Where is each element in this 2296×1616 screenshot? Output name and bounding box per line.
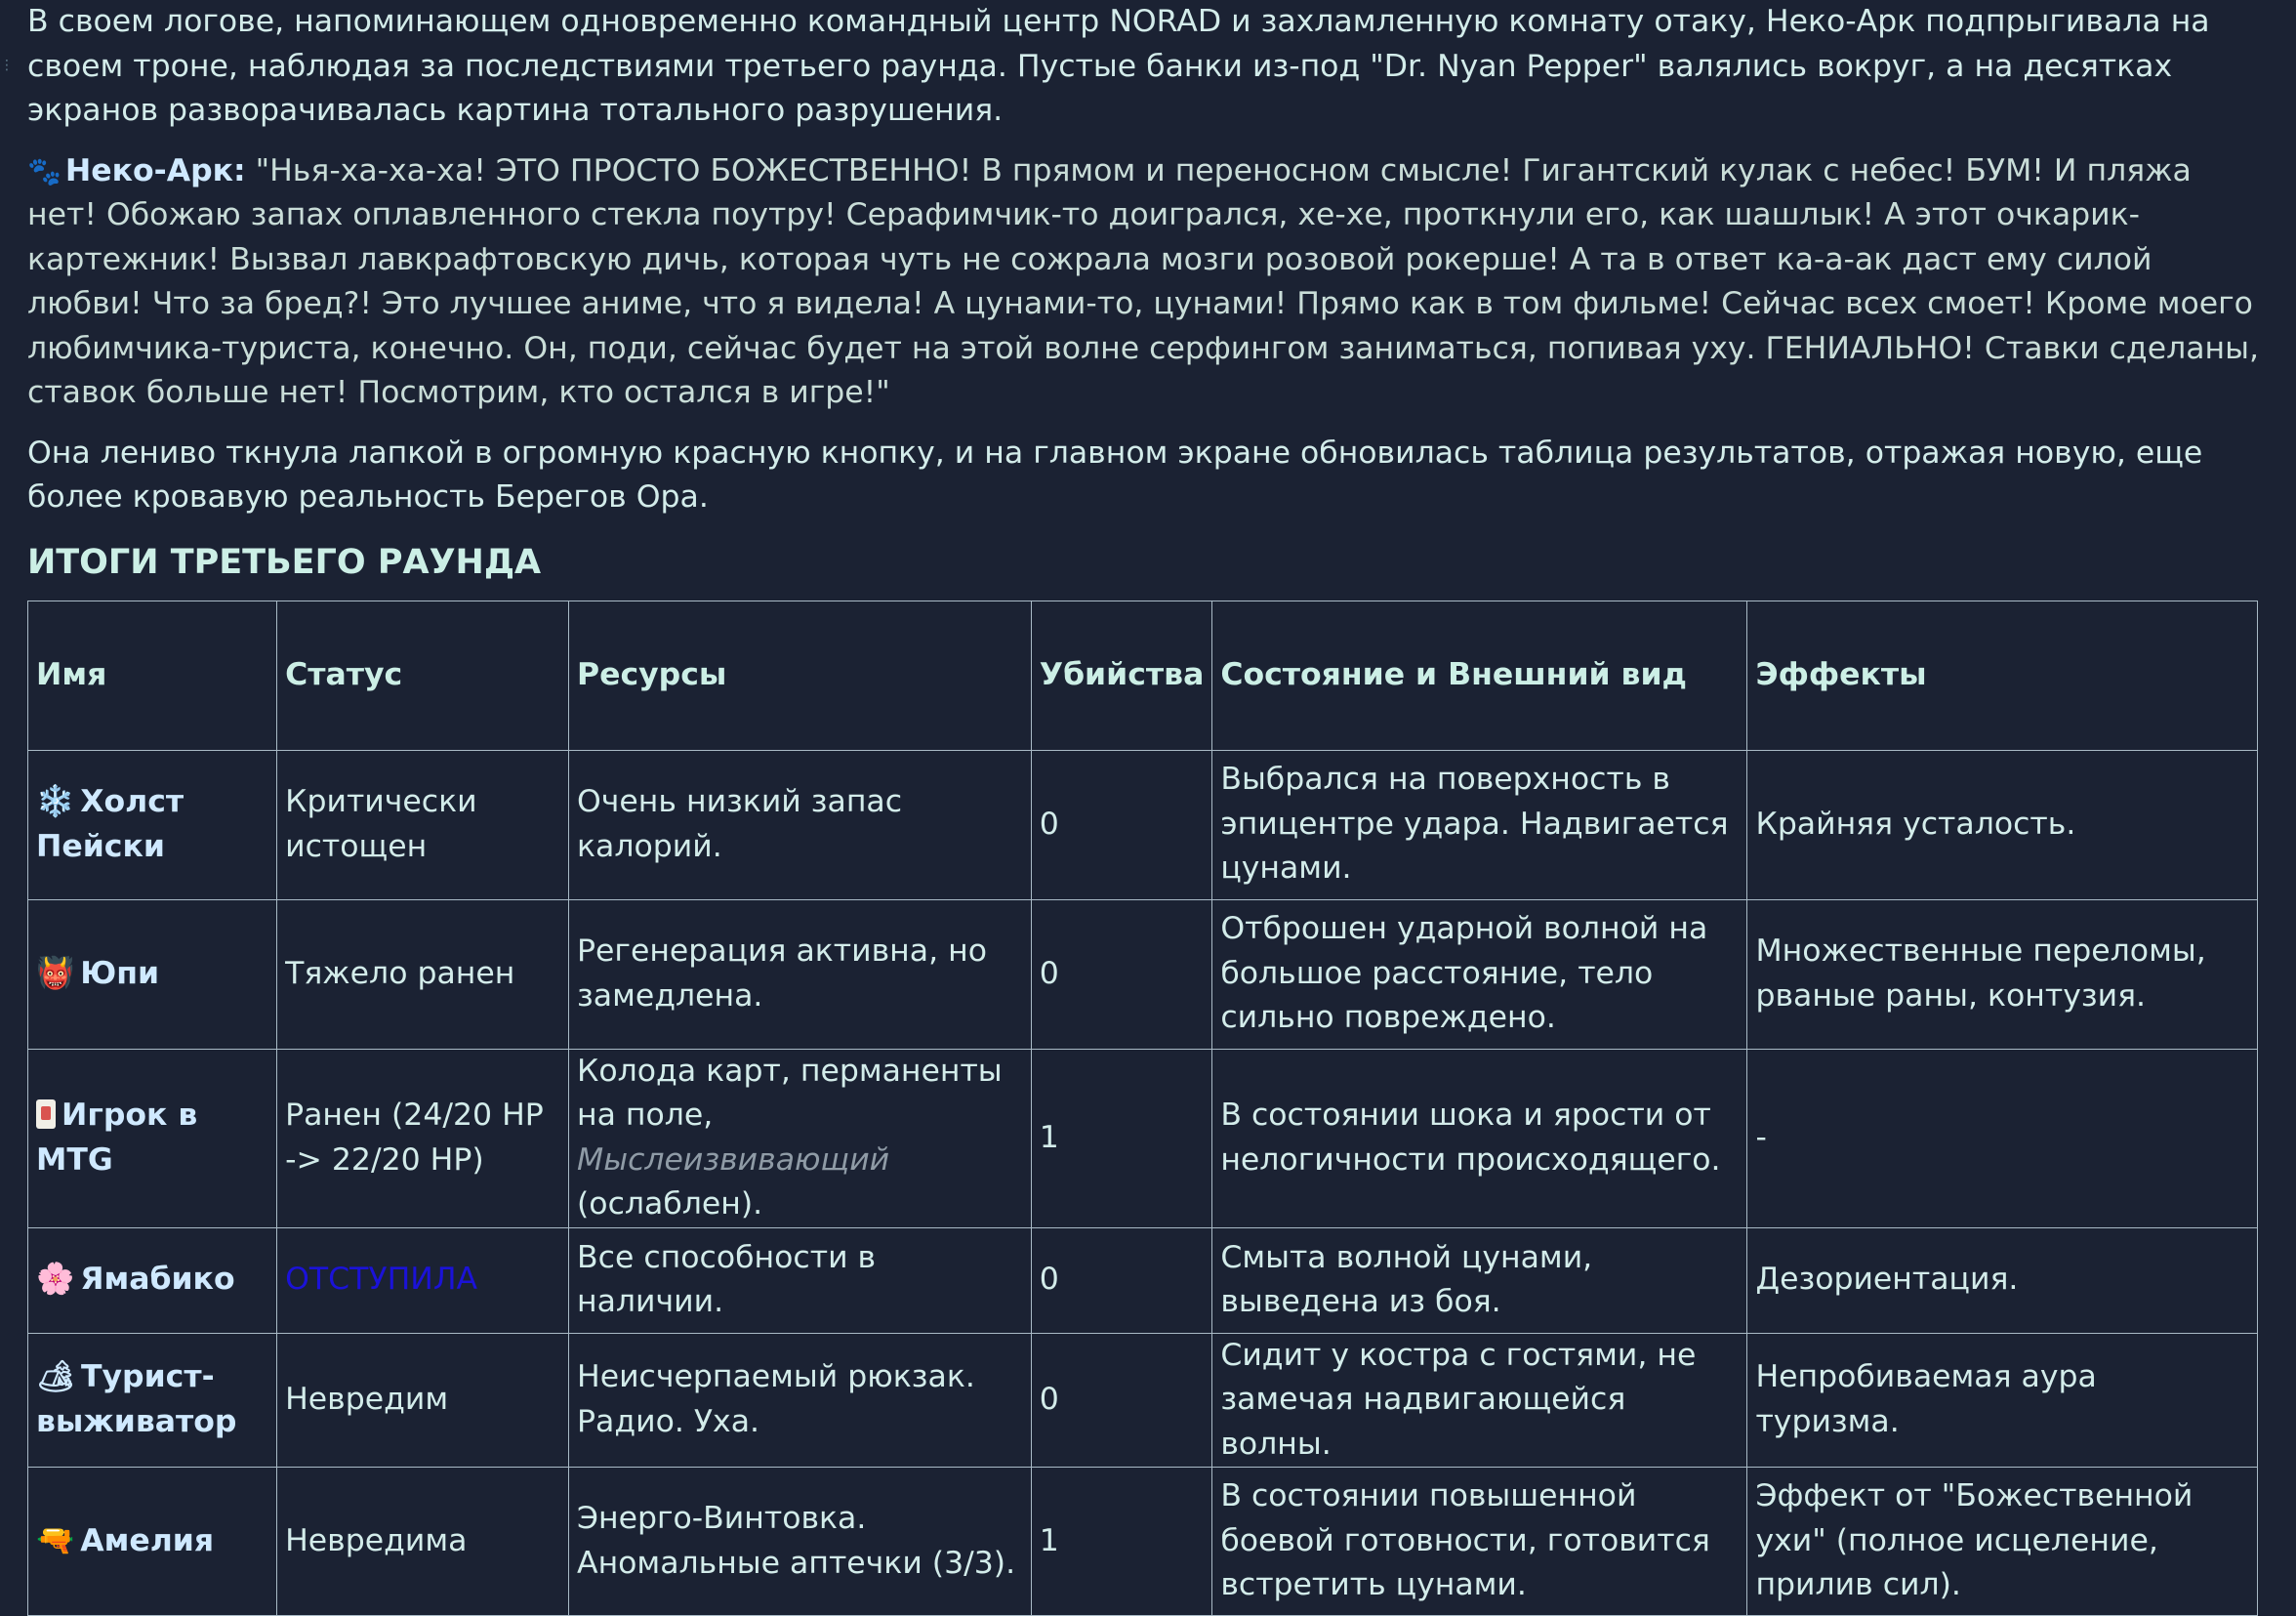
cell-kills: 1: [1031, 1468, 1212, 1616]
outro-paragraph: Она лениво ткнула лапкой в огромную красную кнопку, и на главном экране обновилась таблица результатов, отражая новую, еще более кровавую реальность Берегов Ора.: [27, 432, 2263, 520]
cell-status: Тяжело ранен: [277, 899, 569, 1049]
header-status: Статус: [277, 601, 569, 750]
cell-resources: Энерго-Винтовка. Аномальные аптечки (3/3).: [569, 1468, 1032, 1616]
cherry-blossom-icon: 🌸: [36, 1258, 74, 1303]
cell-condition: Выбрался на поверхность в эпицентре удара. Надвигается цунами.: [1212, 750, 1747, 899]
cell-name: [28, 750, 277, 899]
header-name: Имя: [28, 601, 277, 750]
speech-text: "Нья-ха-ха-ха! ЭТО ПРОСТО БОЖЕСТВЕННО! В прямом и переносном смысле! Гигантский кулак с небес! БУМ! И пляжа нет! Обожаю запах оплавленного стекла поутру! Серафимчик-то доигрался, хе-хе, проткнули его, как шашлык! А этот очкарик-картежник! Вызвал лавкрафтовскую дичь, которая чуть не сожрала мозги розовой рокерше! А та в ответ ка-а-ак даст ему силой любви! Что за бред?! Это лучшее аниме, что я видела! А цунами-то, цунами! Прямо как в том фильме! Сейчас всех смоет! Кроме моего любимчика-туриста, конечно. Он, поди, сейчас будет на этой волне серфингом заниматься, попивая уху. ГЕНИАЛЬНО! Ставки сделаны, ставок больше нет! Посмотрим, кто остался в игре!": [27, 153, 2259, 411]
speaker-name: Неко-Арк:: [65, 153, 246, 188]
header-resources: Ресурсы: [569, 601, 1032, 750]
cell-resources: Все способности в наличии.: [569, 1227, 1032, 1333]
cell-status: Ранен (24/20 HP -> 22/20 HP): [277, 1049, 569, 1227]
cell-name: [28, 1049, 277, 1227]
player-name: Ямабико: [80, 1262, 234, 1297]
player-name: Турист-выживатор: [36, 1359, 236, 1439]
resources-suffix: (ослаблен).: [577, 1186, 762, 1222]
cell-effects: Множественные переломы, рваные раны, контузия.: [1747, 899, 2258, 1049]
snowflake-icon: ❄️: [36, 780, 74, 825]
cell-resources: Очень низкий запас калорий.: [569, 750, 1032, 899]
paw-prints-icon: 🐾: [27, 155, 62, 187]
header-effects: Эффекты: [1747, 601, 2258, 750]
cell-name: [28, 1468, 277, 1616]
cell-status: Невредим: [277, 1333, 569, 1468]
table-row: [28, 1468, 2258, 1616]
ogre-icon: 👹: [36, 952, 74, 997]
results-table: [27, 601, 2258, 1616]
cell-kills: 0: [1031, 1227, 1212, 1333]
cell-condition: Смыта волной цунами, выведена из боя.: [1212, 1227, 1747, 1333]
cell-effects: -: [1747, 1049, 2258, 1227]
chat-message: [27, 0, 2263, 1616]
cell-resources: Неисчерпаемый рюкзак. Радио. Уха.: [569, 1333, 1032, 1468]
table-row: [28, 750, 2258, 899]
cell-name: [28, 1227, 277, 1333]
cell-effects: Дезориентация.: [1747, 1227, 2258, 1333]
playing-card-icon: [36, 1099, 56, 1129]
table-row: [28, 1049, 2258, 1227]
speech-paragraph: [27, 149, 2263, 416]
cell-resources: [569, 1049, 1032, 1227]
header-condition: Состояние и Внешний вид: [1212, 601, 1747, 750]
player-name: Игрок в MTG: [36, 1098, 197, 1178]
table-row: [28, 899, 2258, 1049]
cell-kills: 0: [1031, 1333, 1212, 1468]
resources-text: Колода карт, перманенты на поле,: [577, 1054, 1003, 1134]
cell-effects: Эффект от "Божественной ухи" (полное исцеление, прилив сил).: [1747, 1468, 2258, 1616]
intro-paragraph: В своем логове, напоминающем одновременно командный центр NORAD и захламленную комнату отаку, Неко-Арк подпрыгивала на своем троне, наблюдая за последствиями третьего раунда. Пустые банки из-под "Dr. Nyan Pepper" валялись вокруг, а на десятках экранов разворачивалась картина тотального разрушения.: [27, 0, 2263, 134]
player-name: Холст Пейски: [36, 784, 184, 864]
section-title: ИТОГИ ТРЕТЬЕГО РАУНДА: [27, 538, 2263, 587]
cell-status: Невредима: [277, 1468, 569, 1616]
cell-kills: 0: [1031, 750, 1212, 899]
cell-name: [28, 899, 277, 1049]
cell-effects: Непробиваемая аура туризма.: [1747, 1333, 2258, 1468]
camping-icon: 🏕: [36, 1355, 75, 1400]
table-row: [28, 1333, 2258, 1468]
cell-resources: Регенерация активна, но замедлена.: [569, 899, 1032, 1049]
cell-kills: 1: [1031, 1049, 1212, 1227]
scroll-marker: ⋮: [0, 61, 14, 70]
cell-effects: Крайняя усталость.: [1747, 750, 2258, 899]
player-name: Амелия: [80, 1523, 214, 1558]
cell-condition: Отброшен ударной волной на большое расстояние, тело сильно повреждено.: [1212, 899, 1747, 1049]
cell-condition: В состоянии повышенной боевой готовности, готовится встретить цунами.: [1212, 1468, 1747, 1616]
rifle-icon: 🔫: [36, 1519, 74, 1564]
cell-name: [28, 1333, 277, 1468]
player-name: Юпи: [80, 956, 159, 991]
table-row: [28, 1227, 2258, 1333]
cell-status: Критически истощен: [277, 750, 569, 899]
creature-name: Мыслеизвивающий: [577, 1142, 889, 1178]
status-badge: ОТСТУПИЛА: [285, 1262, 477, 1297]
cell-condition: В состоянии шока и ярости от нелогичности происходящего.: [1212, 1049, 1747, 1227]
header-kills: Убийства: [1031, 601, 1212, 750]
table-header-row: [28, 601, 2258, 750]
cell-condition: Сидит у костра с гостями, не замечая надвигающейся волны.: [1212, 1333, 1747, 1468]
cell-status: [277, 1227, 569, 1333]
cell-kills: 0: [1031, 899, 1212, 1049]
